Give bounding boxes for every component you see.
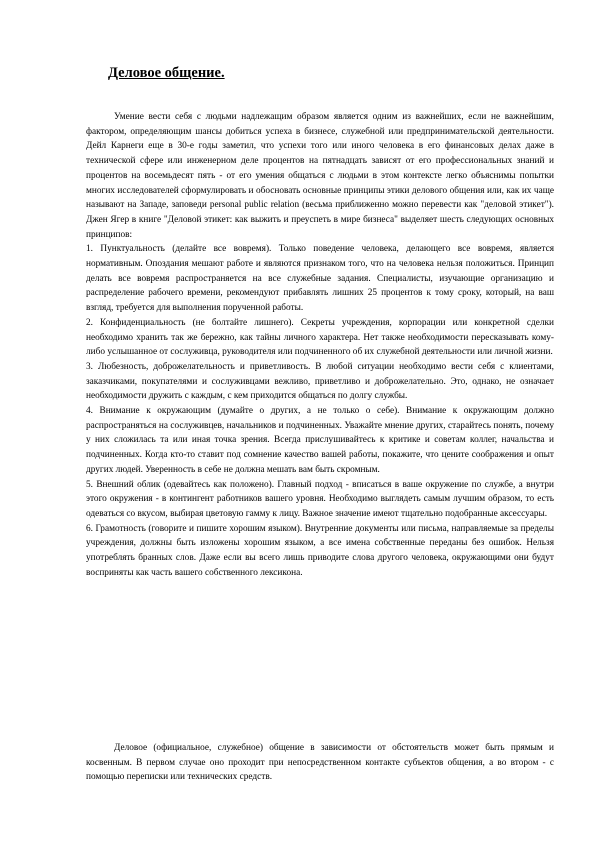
principle-confidentiality: 2. Конфиденциальность (не болтайте лишнего). Секреты учреждения, корпорации или конкретной сделки необходимо хранить так же бережно, как тайны личного характера. Нет также необходимости пересказывать кому-либо услышанное от сослуживца, руководителя или подчиненного об их служебной деятельности или личной жизни.: [86, 317, 554, 358]
intro-paragraph: Умение вести себя с людьми надлежащим образом является одним из важнейших, если не важнейшим, фактором, определяющим шансы добиться успеха в бизнесе, служебной или предпринимательской деятельности. Дейл Карнеги еще в 30-е годы заметил, что успехи того или иного человека в его финансовых делах даже в технической сфере или инженерном деле процентов на пятнадцать зависят от его профессиональных знаний и процентов на восемьдесят пять - от его умения общаться с людьми в этом контексте легко объяснимы попытки многих исследователей сформулировать и обосновать основные принципы этики делового общения или, как их чаще называют на Западе, заповеди personal public relation (весьма приближенно можно перевести как "деловой этикет"). Джен Ягер в книге "Деловой этикет: как выжить и преуспеть в мире бизнеса" выделяет шесть следующих основных принципов:: [86, 112, 554, 240]
document-body: [86, 110, 554, 581]
principle-attention: 4. Внимание к окружающим (думайте о других, а не только о себе). Внимание к окружающим должно распространяться на сослуживцев, начальников и подчиненных. Уважайте мнение других, старайтесь понять, почему у них сложилась та или иная точка зрения. Всегда прислушивайтесь к критике и советам коллег, начальства и подчиненных. Когда кто-то ставит под сомнение качество вашей работы, покажите, что цените соображения и опыт других людей. Уверенность в себе не должна мешать вам быть скромным.: [86, 406, 554, 475]
principle-appearance: 5. Внешний облик (одевайтесь как положено). Главный подход - вписаться в ваше окружение по службе, а внутри этого окружения - в контингент работников вашего уровня. Необходимо выглядеть самым лучшим образом, то есть одеваться со вкусом, выбирая цветовую гамму к лицу. Важное значение имеют тщательно подобранные аксессуары.: [86, 479, 554, 519]
principle-literacy: 6. Грамотность (говорите и пишите хорошим языком). Внутренние документы или письма, направляемые за пределы учреждения, должны быть изложены хорошим языком, а все имена собственные переданы без ошибок. Нельзя употреблять бранных слов. Даже если вы всего лишь приводите слова другого человека, окружающими они будут восприняты как часть вашего собственного лексикона.: [86, 523, 554, 578]
principle-courtesy: 3. Любезность, доброжелательность и приветливость. В любой ситуации необходимо вести себя с клиентами, заказчиками, покупателями и сослуживцами вежливо, приветливо и доброжелательно. Это, однако, не означает необходимости дружить с каждым, с кем приходится общаться по долгу службы.: [86, 361, 554, 402]
conclusion-paragraph: Деловое (официальное, служебное) общение в зависимости от обстоятельств может быть прямым и косвенным. В первом случае оно проходит при непосредственном контакте субъектов общения, а во втором - с помощью переписки или технических средств.: [86, 743, 554, 783]
document-title: Деловое общение.: [108, 65, 225, 81]
principle-punctuality: 1. Пунктуальность (делайте все вовремя). Только поведение человека, делающего все вовремя, является нормативным. Опоздания мешают работе и являются признаком того, что на человека нельзя положиться. Принцип делать все вовремя распространяется на все служебные задания. Специалисты, изучающие организацию и распределение рабочего времени, рекомендуют прибавлять лишних 25 процентов к тому сроку, который, на ваш взгляд, требуется для выполнения порученной работы.: [86, 244, 554, 314]
